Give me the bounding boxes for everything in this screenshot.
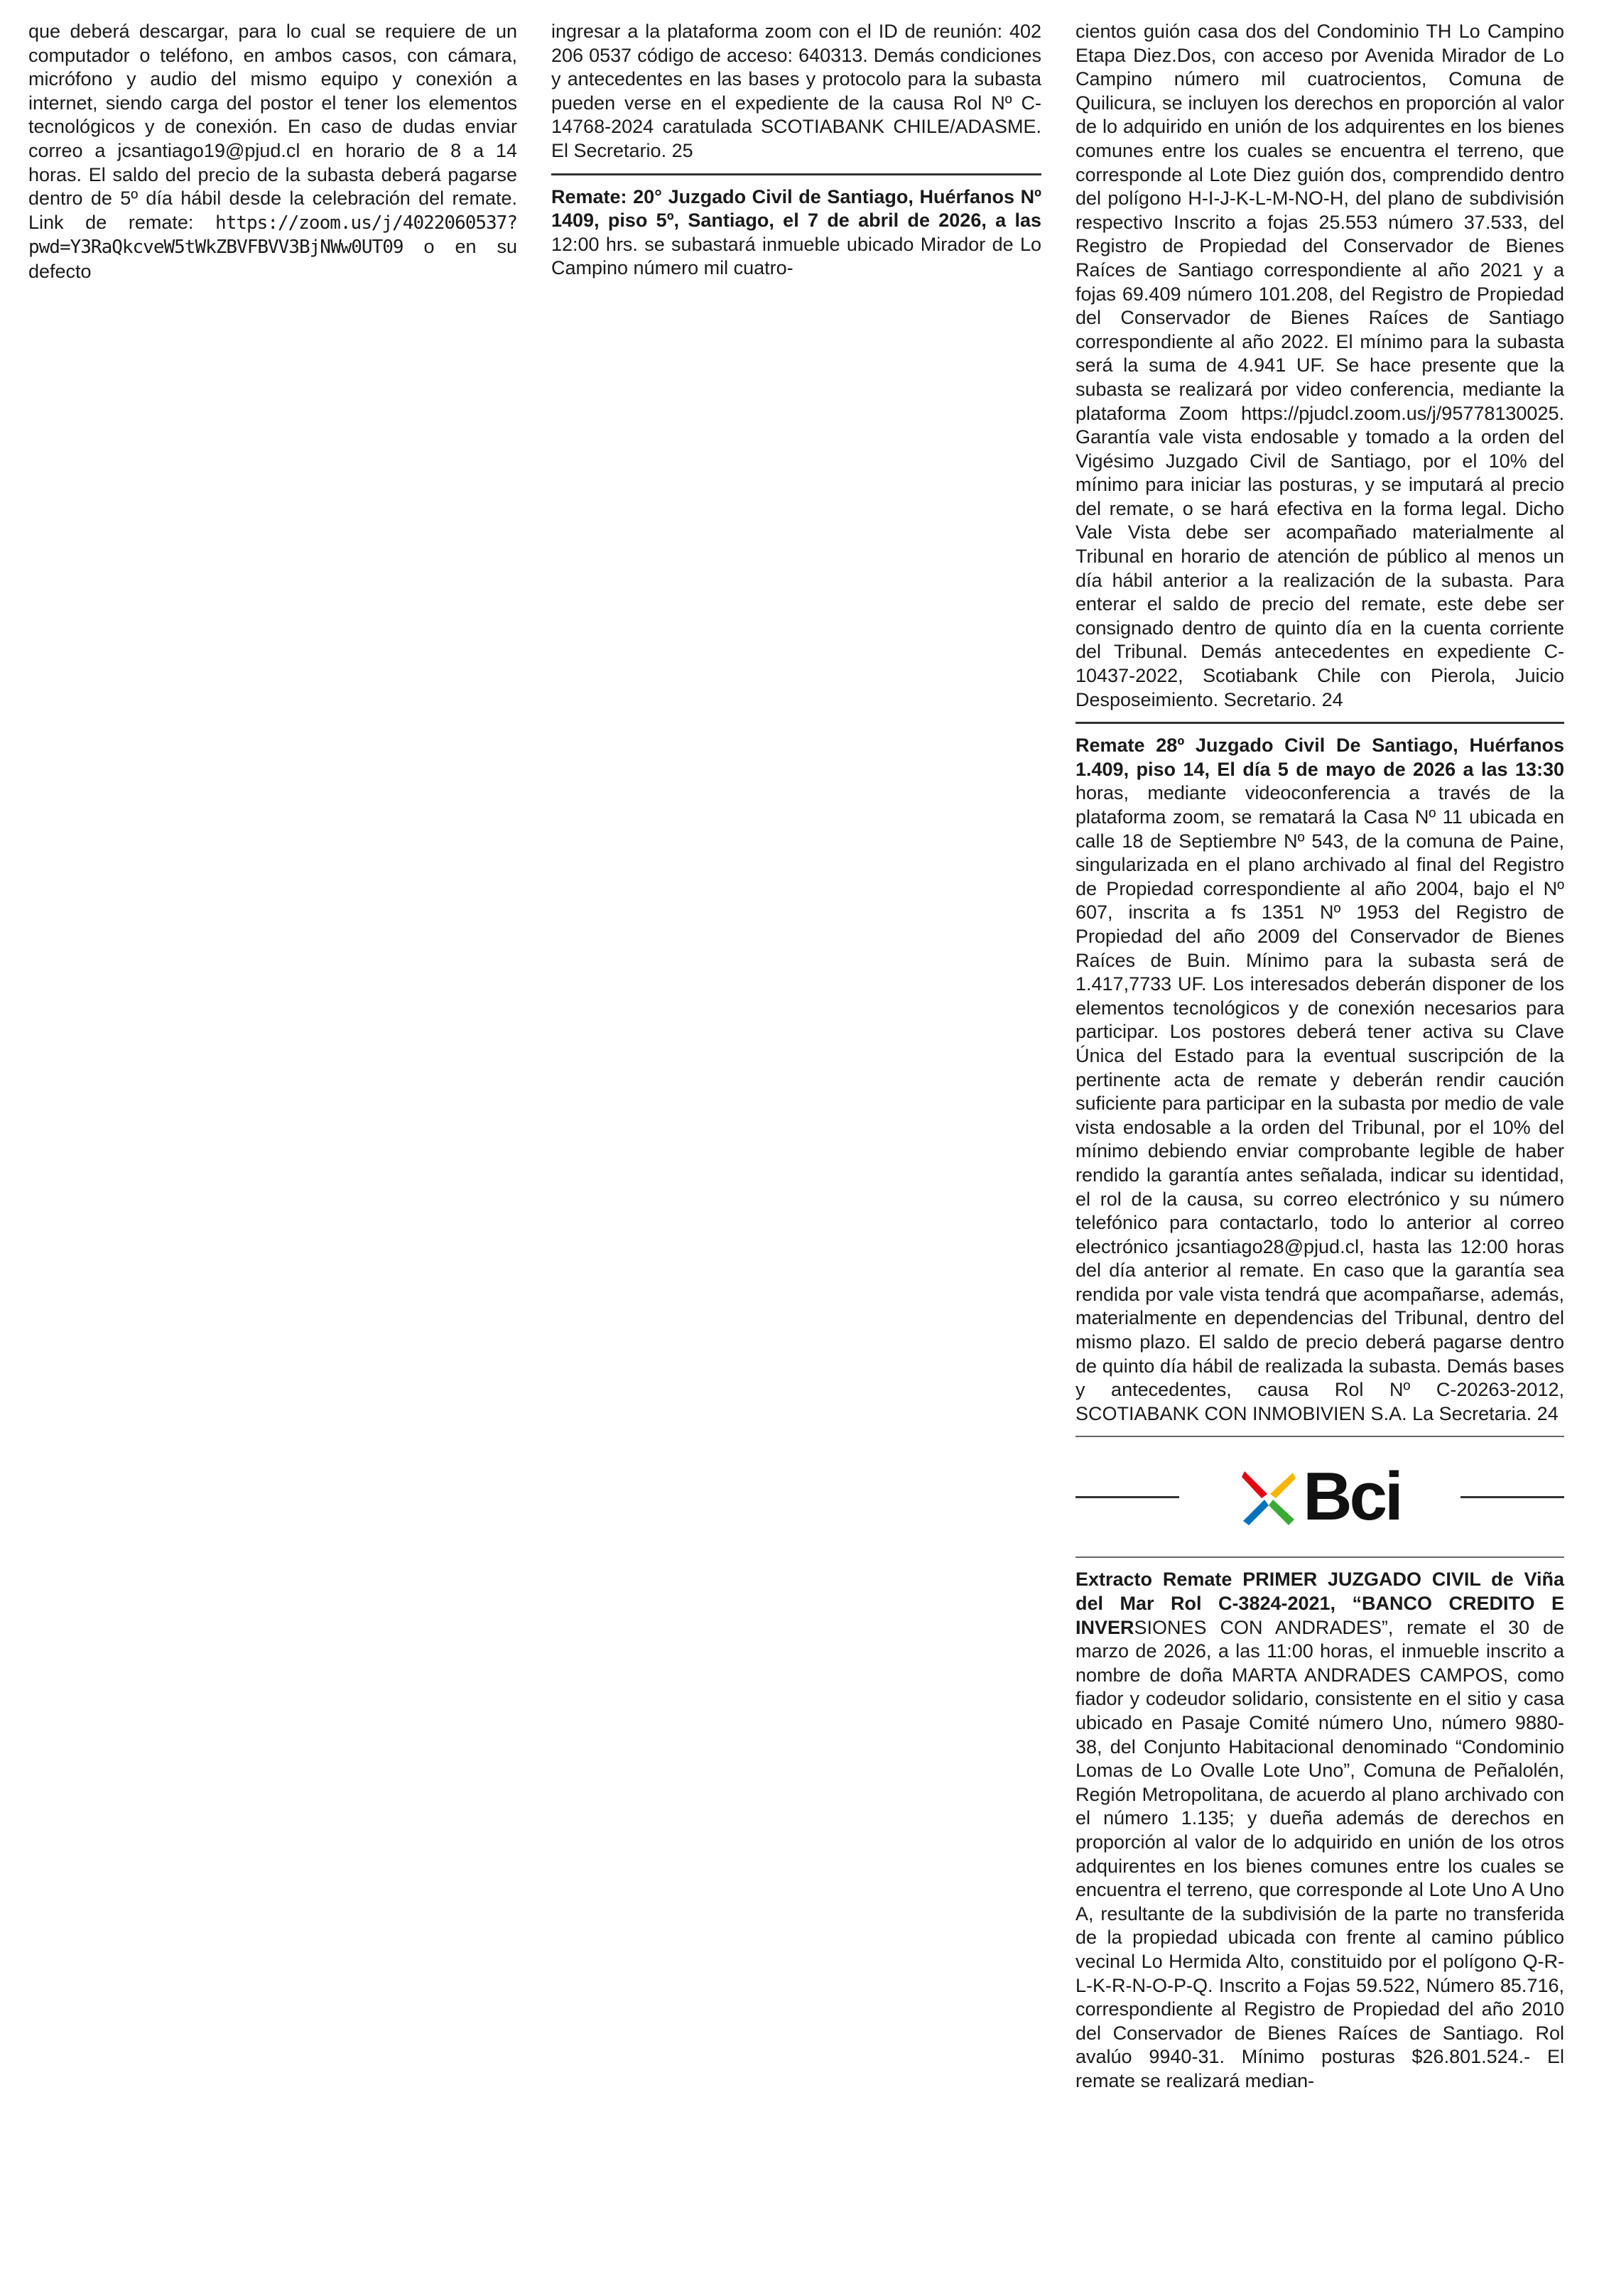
logo-divider-left (1075, 1496, 1179, 1498)
zoom-link[interactable]: https://zoom.us/j/4022060537?pwd=Y3RaQkcveW5tWkZBVFBVV3BjNWw0UT09 (28, 212, 517, 259)
column-1 (28, 20, 517, 284)
notice-tail: o en su defecto (28, 236, 517, 282)
column-3 (1075, 20, 1564, 2094)
notice-28-juzgado (1075, 734, 1564, 1426)
bci-logo (1239, 1458, 1401, 1535)
notice-heading: Extracto Remate PRIMER JUZGADO CIVIL de Viña del Mar Rol C-3824-2021, “BANCO CREDITO E INVER (1075, 1569, 1564, 1638)
notice-text: que deberá descargar, para lo cual se requiere de un computador o teléfono, en ambos casos, con cámara, micrófono y audio del mismo equipo y conexión a internet, siendo carga del postor el tener los elementos tecnológicos y de conexión. En caso de dudas enviar correo a jcsantiago19@pjud.cl en horario de 8 a 14 horas. El saldo del precio de la subasta deberá pagarse dentro de 5º día hábil desde la celebración del remate. Link de remate: (28, 21, 517, 233)
divider (1075, 1436, 1564, 1437)
notice-body: 12:00 hrs. se subastará inmueble ubicado Mirador de Lo Campino número mil cuatro- (551, 233, 1041, 279)
logo-divider-right (1461, 1496, 1564, 1498)
divider (1075, 1556, 1564, 1558)
notice-heading: Remate: 20° Juzgado Civil de Santiago, Huérfanos Nº 1409, piso 5º, Santiago, el 7 de abril de 2026, a las (551, 185, 1041, 232)
notice-vina-del-mar (1075, 1568, 1564, 2093)
notice-continuation (28, 20, 517, 284)
divider (1075, 722, 1564, 724)
bci-logo-row (1075, 1447, 1564, 1547)
column-2 (551, 20, 1041, 281)
bci-star-icon (1239, 1467, 1299, 1527)
notice-body: SIONES CON ANDRADES”, remate el 30 de marzo de 2026, a las 11:00 horas, el inmueble inscrito a nombre de doña MARTA ANDRADES CAMPOS, como fiador y codeudor solidario, consistente en el sitio y casa ubicado en Pasaje Comité número Uno, número 9880-38, del Conjunto Habitacional denominado “Condominio Lomas de Lo Ovalle Lote Uno”, Comuna de Peñalolén, Región Metropolitana, de acuerdo al plano archivado con el número 1.135; y dueña además de derechos en proporción al valor de lo adquirido en unión de los otros adquirentes en los bienes comunes entre los cuales se encuentra el terreno, que corresponde al Lote Uno A Uno A, resultante de la subdivisión de la parte no transferida de la propiedad ubicada con frente al camino público vecinal Lo Hermida Alto, constituido por el polígono Q-R-L-K-R-N-O-P-Q. Inscrito a Fojas 59.522, Número 85.716, correspondiente al Registro de Propiedad del año 2010 del Conservador de Bienes Raíces de Santiago. Rol avalúo 9940-31. Mínimo posturas $26.801.524.- El remate se realizará median- (1075, 1616, 1564, 2091)
notice-continuation: cientos guión casa dos del Condominio TH Lo Campino Etapa Diez.Dos, con acceso por Avenida Mirador de Lo Campino número mil cuatrocientos, Comuna de Quilicura, se incluyen los derechos en proporción al valor de lo adquirido en unión de los adquirentes en los bienes comunes entre los cuales se encuentra el terreno, que corresponde al Lote Diez guión dos, comprendido dentro del polígono H-I-J-K-L-M-NO-H, del plano de subdivisión respectivo Inscrito a fojas 25.553 número 37.533, del Registro de Propiedad del Conservador de Bienes Raíces de Santiago correspondiente al año 2021 y a fojas 69.409 número 101.208, del Registro de Propiedad del Conservador de Bienes Raíces de Santiago correspondiente al año 2022. El mínimo para la subasta será la suma de 4.941 UF. Se hace presente que la subasta se realizará por video conferencia, mediante la plataforma Zoom https://pjudcl.zoom.us/j/95778130025. Garantía vale vista endosable y tomado a la orden del Vigésimo Juzgado Civil de Santiago, por el 10% del mínimo para iniciar las posturas, y se imputará al precio del remate, o se hará efectiva en la forma legal. Dicho Vale Vista debe ser acompañado materialmente al Tribunal en horario de atención de público al menos un día hábil anterior a la realización de la subasta. Para enterar el saldo de precio del remate, este debe ser consignado dentro de quinto día en la cuenta corriente del Tribunal. Demás antecedentes en expediente C-10437-2022, Scotiabank Chile con Pierola, Juicio Desposeimiento. Secretario. 24 (1075, 21, 1564, 710)
notice-body: horas, mediante videoconferencia a través de la plataforma zoom, se rematará la Casa Nº 11 ubicada en calle 18 de Septiembre Nº 543, de la comuna de Paine, singularizada en el plano archivado al final del Registro de Propiedad correspondiente al año 2004, bajo el Nº 607, inscrita a fs 1351 Nº 1953 del Registro de Propiedad del año 2009 del Conservador de Bienes Raíces de Buin. Mínimo para la subasta será de 1.417,7733 UF. Los interesados deberán disponer de los elementos tecnológicos y de conexión necesarios para participar. Los postores deberá tener activa su Clave Única del Estado para la eventual suscripción de la pertinente acta de remate y deberán rendir caución suficiente para participar en la subasta por medio de vale vista endosable a la orden del Tribunal, por el 10% del mínimo debiendo enviar comprobante legible de haber rendido la garantía antes señalada, indicar su identidad, el rol de la causa, su correo electrónico y su número telefónico para contactarlo, todo lo anterior al correo electrónico jcsantiago28@pjud.cl, hasta las 12:00 horas del día anterior al remate. En caso que la garantía sea rendida por vale vista tendrá que acompañarse, además, materialmente en dependencias del Tribunal, dentro del mismo plazo. El saldo de precio deberá pagarse dentro de quinto día hábil de realizada la subasta. Demás bases y antecedentes, causa Rol Nº C-20263-2012, SCOTIABANK CON INMOBIVIEN S.A. La Secretaria. 24 (1075, 782, 1564, 1424)
bci-logo-text: Bci (1303, 1458, 1401, 1535)
notice-heading: Remate 28º Juzgado Civil De Santiago, Huérfanos 1.409, piso 14, El día 5 de mayo de 2026 a las 13:30 (1075, 735, 1564, 780)
notice-20-juzgado (551, 185, 1041, 281)
notice-continuation: ingresar a la plataforma zoom con el ID de reunión: 402 206 0537 código de acceso: 640313. Demás condiciones y antecedentes en las bases y protocolo para la subasta pueden verse en el expediente de la causa Rol Nº C-14768-2024 caratulada SCOTIABANK CHILE/ADASME. El Secretario. 25 (551, 21, 1041, 161)
divider (551, 173, 1041, 175)
